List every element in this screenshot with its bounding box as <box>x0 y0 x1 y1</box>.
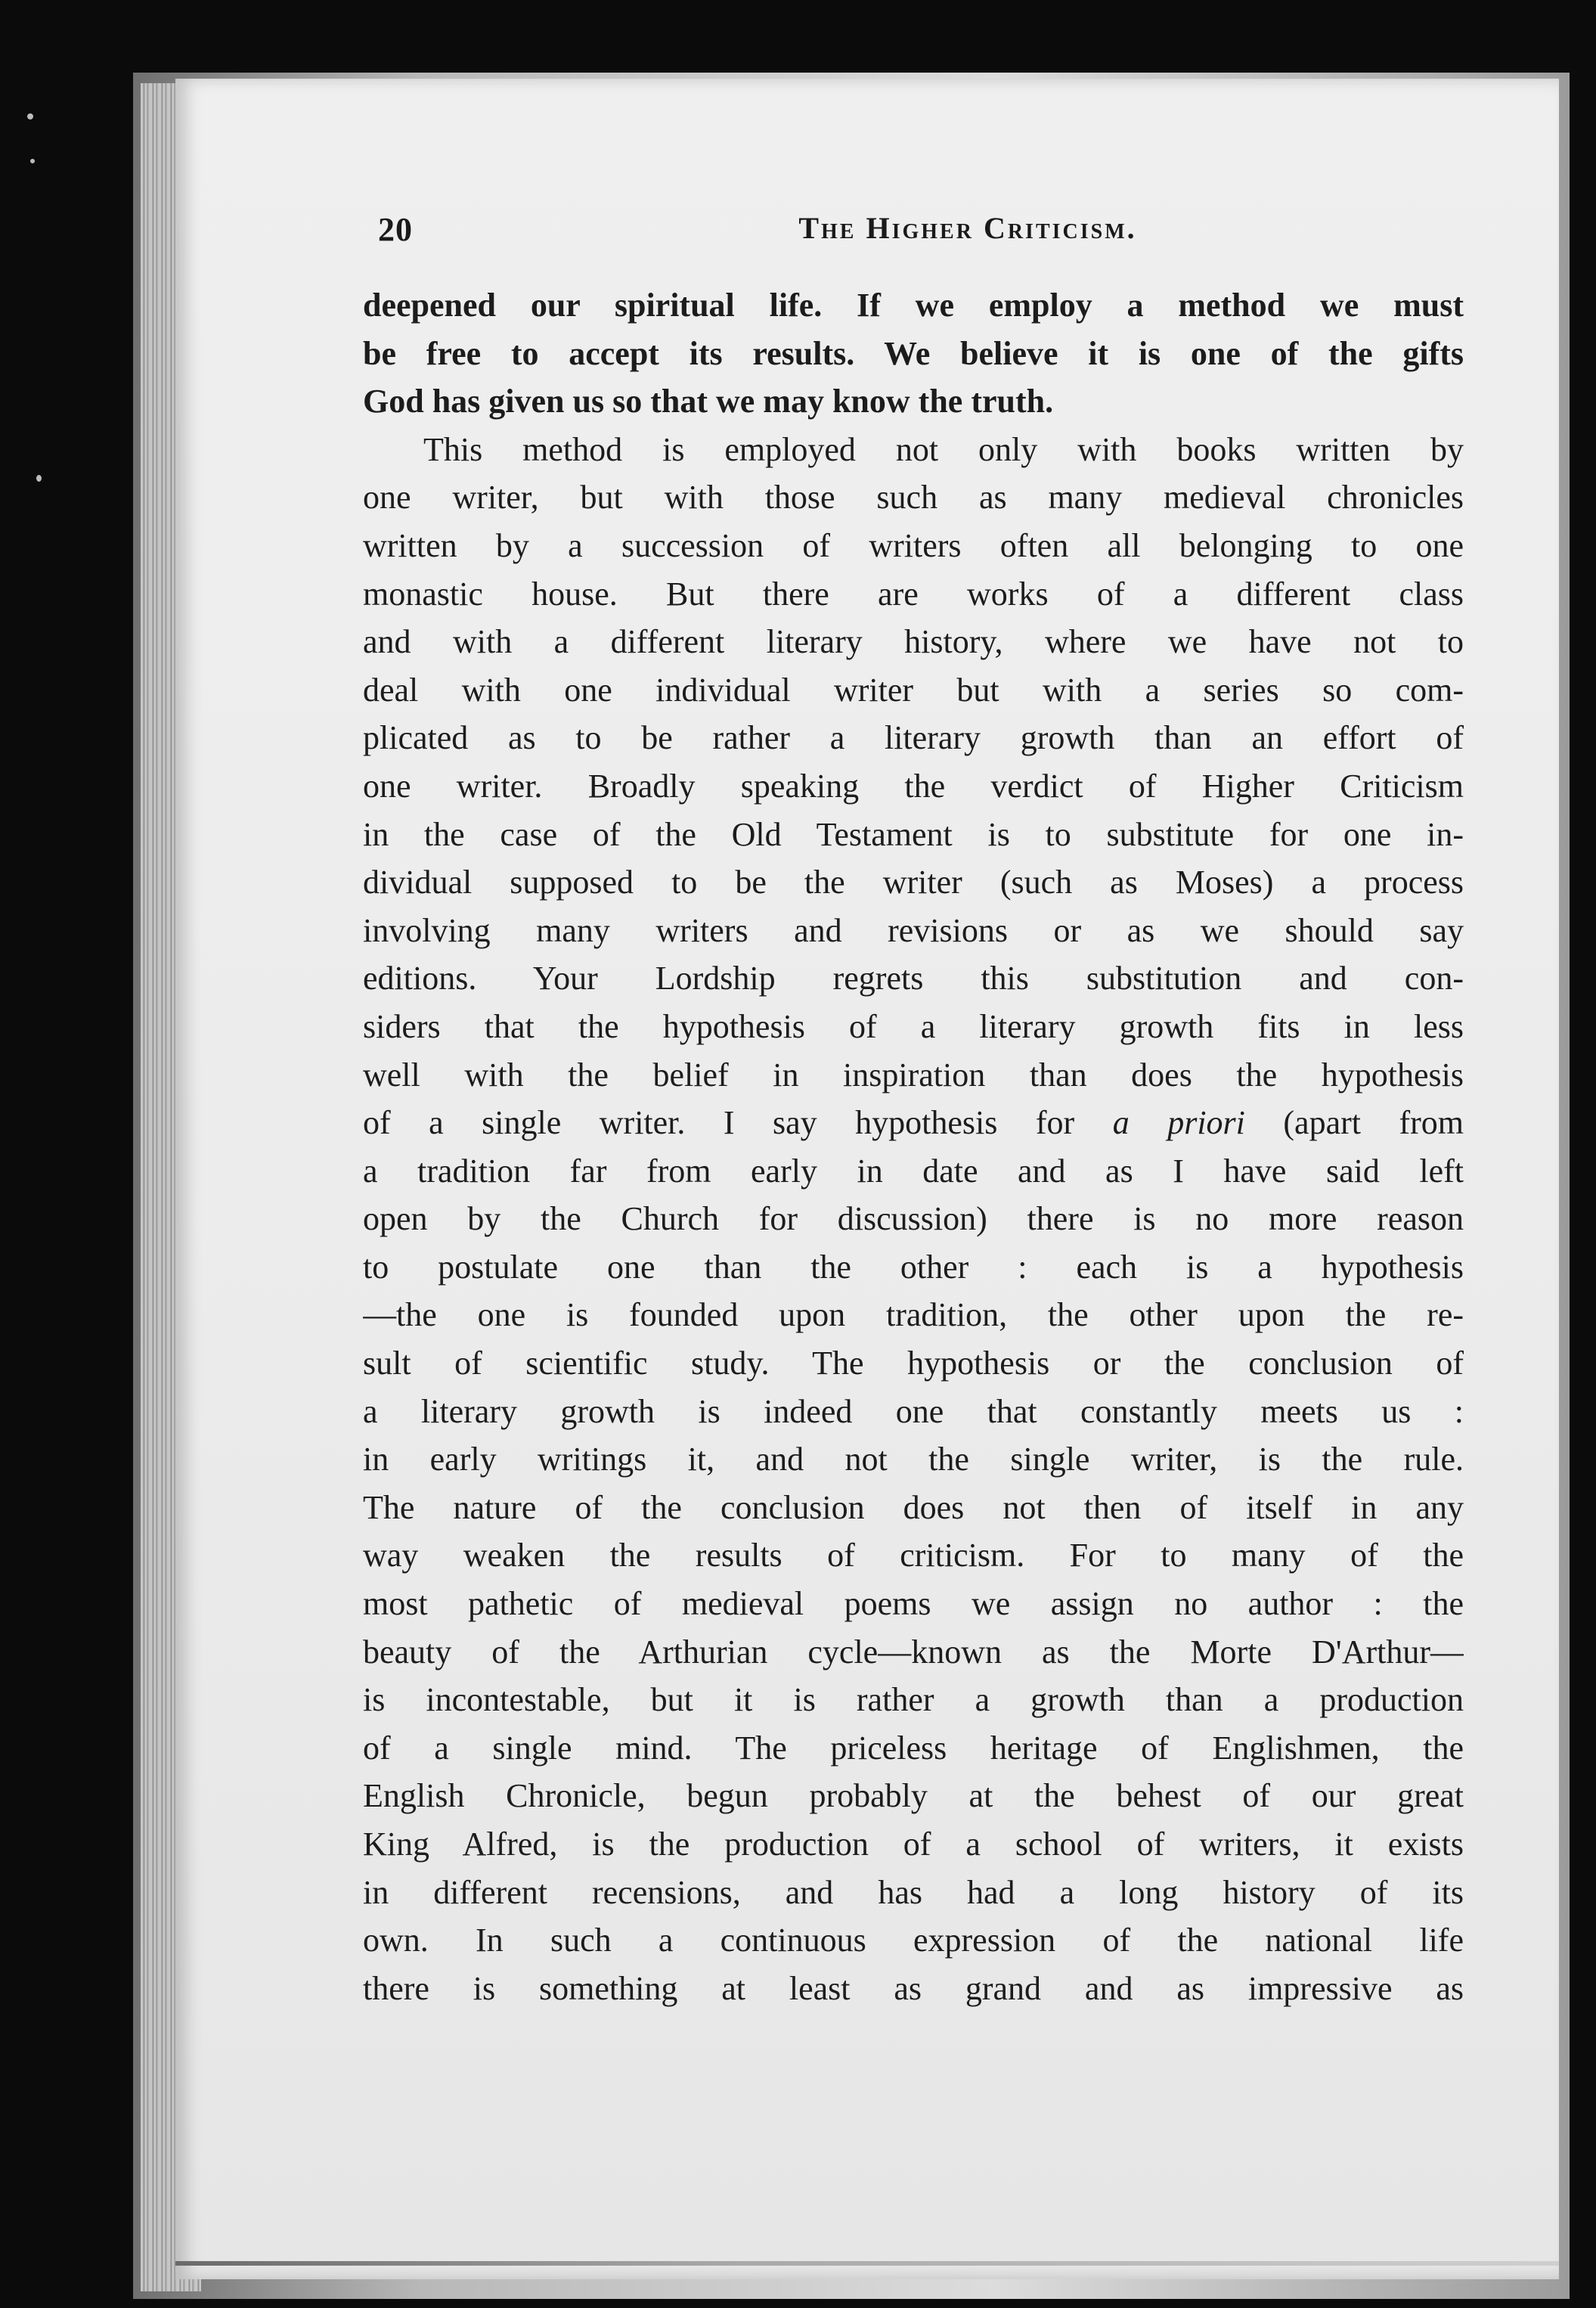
text-segment: of a single writer. I say hypothesis for <box>363 1104 1075 1142</box>
text-line: God has given us so that we may know the truth. <box>363 383 1054 420</box>
text-line: This method is employed not only with books written by <box>423 430 1464 468</box>
running-title: The Higher Criticism. <box>798 211 1137 245</box>
page-bottom-edge <box>175 2261 1559 2266</box>
text-line: be free to accept its results. We believe it is one of the gifts <box>363 334 1464 372</box>
text-line: a tradition far from early in date and as I have said left <box>363 1152 1464 1190</box>
text-line: English Chronicle, begun probably at the behest of our great <box>363 1777 1464 1815</box>
text-line: siders that the hypothesis of a literary growth fits in less <box>363 1007 1464 1045</box>
text-line: sult of scientific study. The hypothesis or the conclusion of <box>363 1345 1464 1382</box>
text-line: written by a succession of writers often all belonging to one <box>363 526 1464 564</box>
italic-phrase: a priori <box>1112 1104 1245 1142</box>
text-line: of a single mind. The priceless heritage of Englishmen, the <box>363 1729 1464 1767</box>
text-line: —the one is founded upon tradition, the other upon the re- <box>363 1296 1464 1334</box>
scan-speck <box>36 475 42 482</box>
text-segment: (apart from <box>1283 1104 1464 1142</box>
text-line: plicated as to be rather a literary growth than an effort of <box>363 719 1464 757</box>
text-line: dividual supposed to be the writer (such as Moses) a process <box>363 864 1464 901</box>
text-line-with-italic <box>363 1099 1464 1147</box>
text-line: there is something at least as grand and as impressive as <box>363 1969 1464 2007</box>
running-head <box>378 210 1467 256</box>
body-text <box>363 281 1464 2012</box>
text-line: one writer. Broadly speaking the verdict of Higher Criticism <box>363 767 1464 805</box>
text-line: most pathetic of medieval poems we assign no author : the <box>363 1585 1464 1623</box>
text-line: beauty of the Arthurian cycle—known as the Morte D'Arthur— <box>363 1633 1464 1671</box>
text-line: own. In such a continuous expression of the national life <box>363 1922 1464 1959</box>
scan-speck <box>30 159 35 163</box>
text-line: The nature of the conclusion does not then of itself in any <box>363 1488 1464 1526</box>
text-line: in the case of the Old Testament is to substitute for one in- <box>363 815 1464 853</box>
text-line: open by the Church for discussion) there is no more reason <box>363 1200 1464 1238</box>
text-line: editions. Your Lordship regrets this substitution and con- <box>363 960 1464 997</box>
text-line: monastic house. But there are works of a different class <box>363 575 1464 613</box>
scan-speck <box>27 113 33 119</box>
text-line: and with a different literary history, where we have not to <box>363 623 1464 661</box>
text-line: one writer, but with those such as many medieval chronicles <box>363 479 1464 517</box>
text-line: King Alfred, is the production of a school of writers, it exists <box>363 1826 1464 1863</box>
text-line: well with the belief in inspiration than does the hypothesis <box>363 1056 1464 1094</box>
text-line: is incontestable, but it is rather a growth than a production <box>363 1681 1464 1719</box>
text-line: way weaken the results of criticism. For to many of the <box>363 1537 1464 1574</box>
text-line: in different recensions, and has had a long history of its <box>363 1873 1464 1911</box>
text-line: involving many writers and revisions or as we should say <box>363 911 1464 949</box>
text-line: to postulate one than the other : each is a hypothesis <box>363 1248 1464 1286</box>
text-line: deepened our spiritual life. If we employ a method we must <box>363 287 1464 324</box>
text-line: in early writings it, and not the single writer, is the rule. <box>363 1441 1464 1478</box>
text-line: deal with one individual writer but with a series so com- <box>363 671 1464 709</box>
text-line: a literary growth is indeed one that constantly meets us : <box>363 1392 1464 1430</box>
page-number: 20 <box>378 211 413 248</box>
